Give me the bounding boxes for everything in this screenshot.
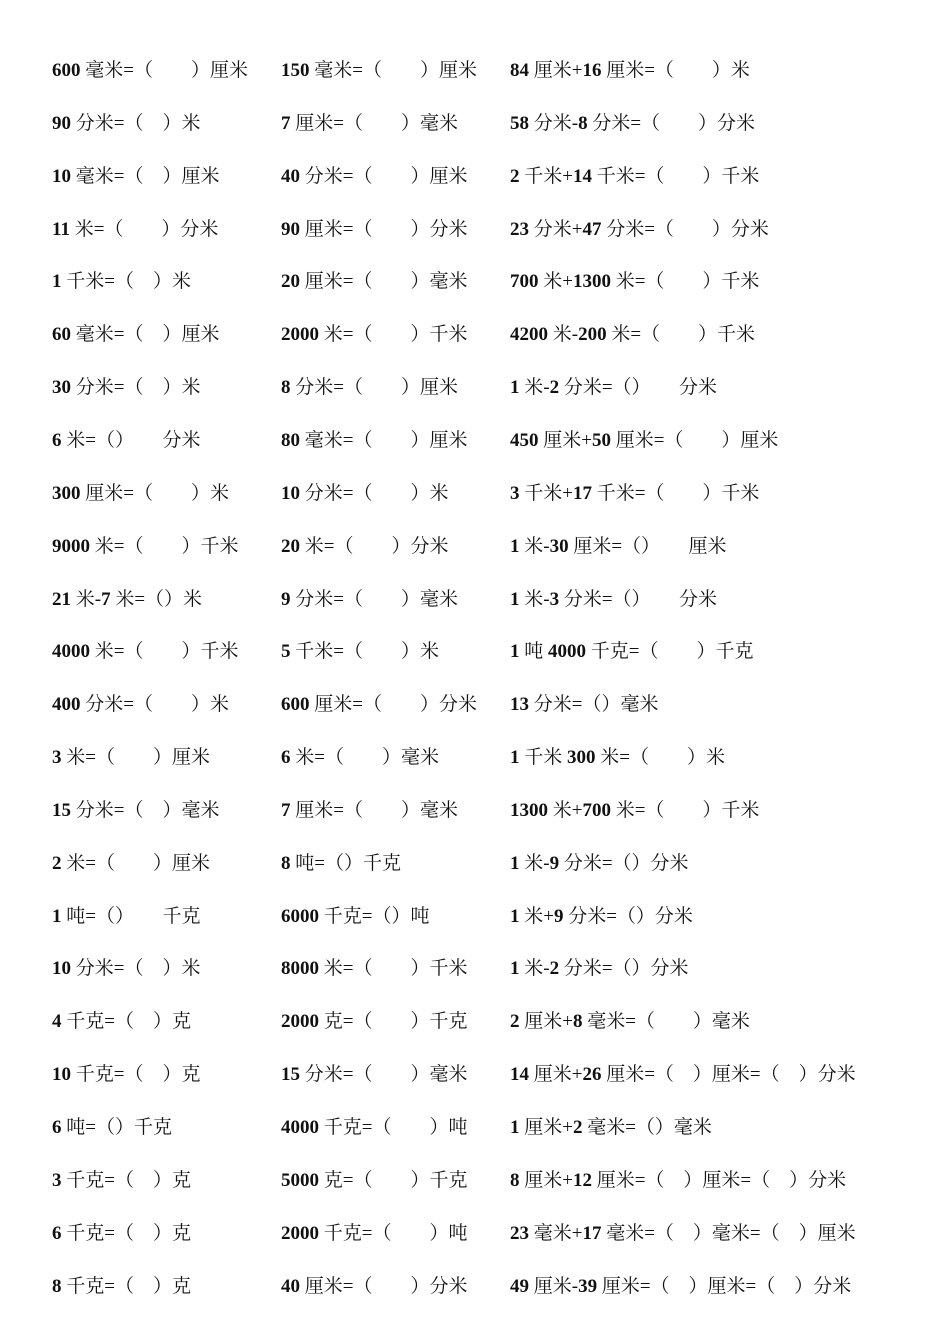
exercise-r9-c2: 10 分米=（ ）米 [281, 483, 449, 504]
exercise-r10-c1: 9000 米=（ ）千米 [52, 536, 239, 557]
exercise-r11-c1: 21 米-7 米=（）米 [52, 589, 203, 610]
exercise-r15-c3: 1300 米+700 米=（ ）千米 [510, 800, 760, 821]
exercise-r10-c3: 1 米-30 厘米=（） 厘米 [510, 536, 727, 557]
exercise-r16-c1: 2 米=（ ）厘米 [52, 853, 210, 874]
exercise-r19-c1: 4 千克=（ ）克 [52, 1011, 191, 1032]
exercise-r23-c2: 2000 千克=（ ）吨 [281, 1223, 468, 1244]
exercise-r11-c2: 9 分米=（ ）毫米 [281, 589, 458, 610]
exercise-r3-c2: 40 分米=（ ）厘米 [281, 166, 468, 187]
exercise-r2-c3: 58 分米-8 分米=（ ）分米 [510, 113, 756, 134]
exercise-r24-c1: 8 千克=（ ）克 [52, 1276, 191, 1297]
exercise-r17-c2: 6000 千克=（）吨 [281, 906, 430, 927]
exercise-r8-c1: 6 米=（） 分米 [52, 430, 201, 451]
exercise-r5-c2: 20 厘米=（ ）毫米 [281, 271, 468, 292]
exercise-r1-c3: 84 厘米+16 厘米=（ ）米 [510, 60, 750, 81]
exercise-r17-c3: 1 米+9 分米=（）分米 [510, 906, 693, 927]
exercise-r1-c1: 600 毫米=（ ）厘米 [52, 60, 248, 81]
exercise-r2-c1: 90 分米=（ ）米 [52, 113, 201, 134]
exercise-r21-c1: 6 吨=（）千克 [52, 1117, 172, 1138]
exercise-r13-c3: 13 分米=（）毫米 [510, 694, 659, 715]
exercise-r14-c3: 1 千米 300 米=（ ）米 [510, 747, 725, 768]
exercise-r7-c3: 1 米-2 分米=（） 分米 [510, 377, 718, 398]
exercise-r4-c1: 11 米=（ ）分米 [52, 219, 219, 240]
exercise-r24-c2: 40 厘米=（ ）分米 [281, 1276, 468, 1297]
exercise-r19-c3: 2 厘米+8 毫米=（ ）毫米 [510, 1011, 750, 1032]
exercise-r15-c1: 15 分米=（ ）毫米 [52, 800, 220, 821]
exercise-r8-c3: 450 厘米+50 厘米=（ ）厘米 [510, 430, 779, 451]
exercise-r14-c2: 6 米=（ ）毫米 [281, 747, 439, 768]
exercise-r8-c2: 80 毫米=（ ）厘米 [281, 430, 468, 451]
exercise-r12-c2: 5 千米=（ ）米 [281, 641, 439, 662]
exercise-r5-c3: 700 米+1300 米=（ ）千米 [510, 271, 760, 292]
exercise-r4-c2: 90 厘米=（ ）分米 [281, 219, 468, 240]
exercise-r5-c1: 1 千米=（ ）米 [52, 271, 191, 292]
exercise-r23-c3: 23 毫米+17 毫米=（ ）毫米=（ ）厘米 [510, 1223, 856, 1244]
exercise-r3-c3: 2 千米+14 千米=（ ）千米 [510, 166, 760, 187]
exercise-r9-c3: 3 千米+17 千米=（ ）千米 [510, 483, 760, 504]
exercise-r11-c3: 1 米-3 分米=（） 分米 [510, 589, 718, 610]
exercise-r16-c3: 1 米-9 分米=（）分米 [510, 853, 689, 874]
exercise-r6-c3: 4200 米-200 米=（ ）千米 [510, 324, 756, 345]
exercise-r24-c3: 49 厘米-39 厘米=（ ）厘米=（ ）分米 [510, 1276, 852, 1297]
exercise-r17-c1: 1 吨=（） 千克 [52, 906, 201, 927]
exercise-r4-c3: 23 分米+47 分米=（ ）分米 [510, 219, 769, 240]
exercise-r20-c1: 10 千克=（ ）克 [52, 1064, 201, 1085]
exercise-r15-c2: 7 厘米=（ ）毫米 [281, 800, 458, 821]
exercise-r13-c1: 400 分米=（ ）米 [52, 694, 229, 715]
exercise-r22-c1: 3 千克=（ ）克 [52, 1170, 191, 1191]
exercise-r16-c2: 8 吨=（）千克 [281, 853, 401, 874]
exercise-r6-c1: 60 毫米=（ ）厘米 [52, 324, 220, 345]
exercise-r21-c2: 4000 千克=（ ）吨 [281, 1117, 468, 1138]
exercise-r12-c3: 1 吨 4000 千克=（ ）千克 [510, 641, 754, 662]
exercise-r18-c3: 1 米-2 分米=（）分米 [510, 958, 689, 979]
exercise-r18-c1: 10 分米=（ ）米 [52, 958, 201, 979]
exercise-r20-c2: 15 分米=（ ）毫米 [281, 1064, 468, 1085]
exercise-r23-c1: 6 千克=（ ）克 [52, 1223, 191, 1244]
exercise-r20-c3: 14 厘米+26 厘米=（ ）厘米=（ ）分米 [510, 1064, 856, 1085]
exercise-r13-c2: 600 厘米=（ ）分米 [281, 694, 477, 715]
exercise-r2-c2: 7 厘米=（ ）毫米 [281, 113, 458, 134]
exercise-r7-c1: 30 分米=（ ）米 [52, 377, 201, 398]
exercise-r12-c1: 4000 米=（ ）千米 [52, 641, 239, 662]
exercise-r19-c2: 2000 克=（ ）千克 [281, 1011, 468, 1032]
exercise-r18-c2: 8000 米=（ ）千米 [281, 958, 468, 979]
exercise-r1-c2: 150 毫米=（ ）厘米 [281, 60, 477, 81]
exercise-r22-c2: 5000 克=（ ）千克 [281, 1170, 468, 1191]
exercise-r14-c1: 3 米=（ ）厘米 [52, 747, 210, 768]
exercise-r21-c3: 1 厘米+2 毫米=（）毫米 [510, 1117, 712, 1138]
exercise-r7-c2: 8 分米=（ ）厘米 [281, 377, 458, 398]
exercise-r6-c2: 2000 米=（ ）千米 [281, 324, 468, 345]
exercise-r3-c1: 10 毫米=（ ）厘米 [52, 166, 220, 187]
exercise-r10-c2: 20 米=（ ）分米 [281, 536, 449, 557]
exercise-r9-c1: 300 厘米=（ ）米 [52, 483, 229, 504]
exercise-r22-c3: 8 厘米+12 厘米=（ ）厘米=（ ）分米 [510, 1170, 847, 1191]
